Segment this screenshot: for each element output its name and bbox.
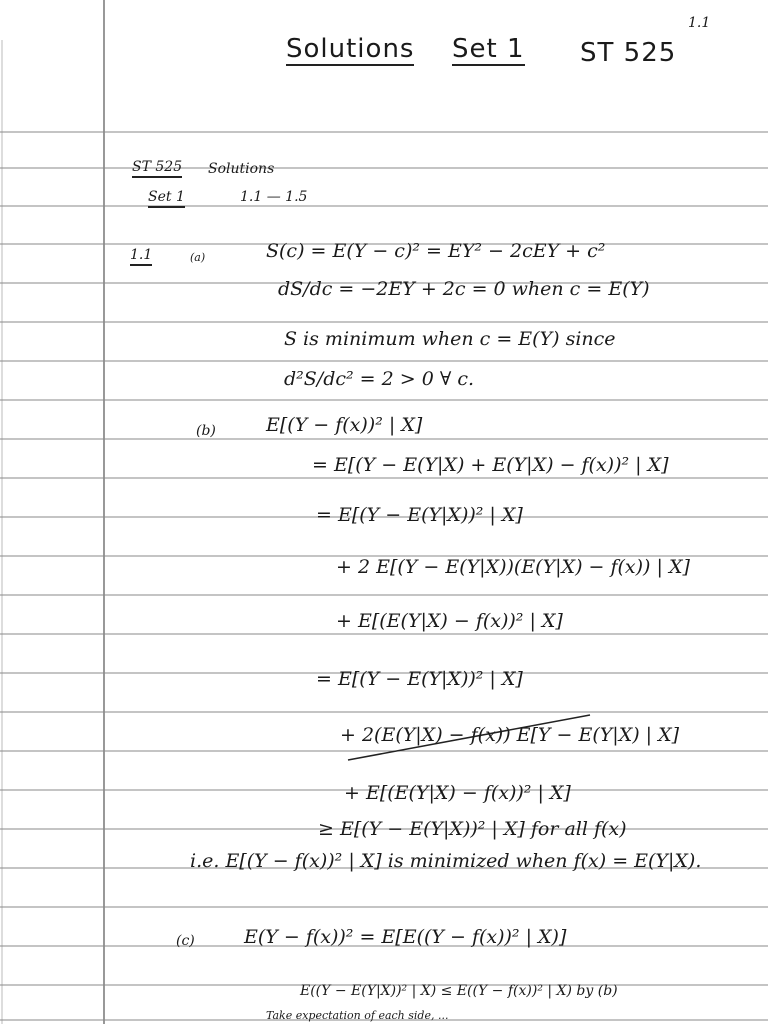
eq-line-15: E(Y − f(x))² = E[E((Y − f(x))² | X)] (244, 926, 567, 948)
page-number: 1.1 (688, 15, 711, 31)
eq-line-11: + 2(E(Y|X) − f(x)) E[Y − E(Y|X) | X] (340, 724, 680, 746)
header-label: Solutions (208, 161, 275, 177)
part-a-label: (a) (190, 251, 206, 264)
eq-line-4: d²S/dc² = 2 > 0 ∀ c. (284, 368, 475, 390)
eq-line-5: E[(Y − f(x))² | X] (266, 414, 423, 436)
page-title-solutions: Solutions (286, 34, 415, 64)
page-title-course: ST 525 (580, 38, 677, 68)
eq-line-10: = E[(Y − E(Y|X))² | X] (316, 668, 523, 690)
eq-line-7: = E[(Y − E(Y|X))² | X] (316, 504, 523, 526)
eq-line-2: dS/dc = −2EY + 2c = 0 when c = E(Y) (278, 278, 650, 300)
page-title-set: Set 1 (452, 34, 525, 64)
part-b-label: (b) (196, 423, 216, 439)
eq-line-6: = E[(Y − E(Y|X) + E(Y|X) − f(x))² | X] (312, 454, 669, 476)
eq-line-14: i.e. E[(Y − f(x))² | X] is minimized when f(x) = E(Y|X). (190, 850, 702, 872)
eq-line-3: S is minimum when c = E(Y) since (284, 328, 616, 350)
eq-line-17: Take expectation of each side, ... (266, 1009, 449, 1022)
part-c-label: (c) (176, 933, 195, 949)
eq-line-13: ≥ E[(Y − E(Y|X))² | X] for all f(x) (318, 818, 627, 840)
header-range: 1.1 — 1.5 (240, 189, 308, 205)
header-set: Set 1 (148, 190, 185, 208)
eq-line-8: + 2 E[(Y − E(Y|X))(E(Y|X) − f(x)) | X] (336, 556, 690, 578)
header-course: ST 525 (132, 160, 182, 178)
eq-line-16: E((Y − E(Y|X))² | X) ≤ E((Y − f(x))² | X) by (b) (300, 983, 618, 999)
problem-number: 1.1 (130, 248, 152, 266)
eq-line-1: S(c) = E(Y − c)² = EY² − 2cEY + c² (266, 240, 606, 262)
eq-line-12: + E[(E(Y|X) − f(x))² | X] (344, 782, 571, 804)
eq-line-9: + E[(E(Y|X) − f(x))² | X] (336, 610, 563, 632)
